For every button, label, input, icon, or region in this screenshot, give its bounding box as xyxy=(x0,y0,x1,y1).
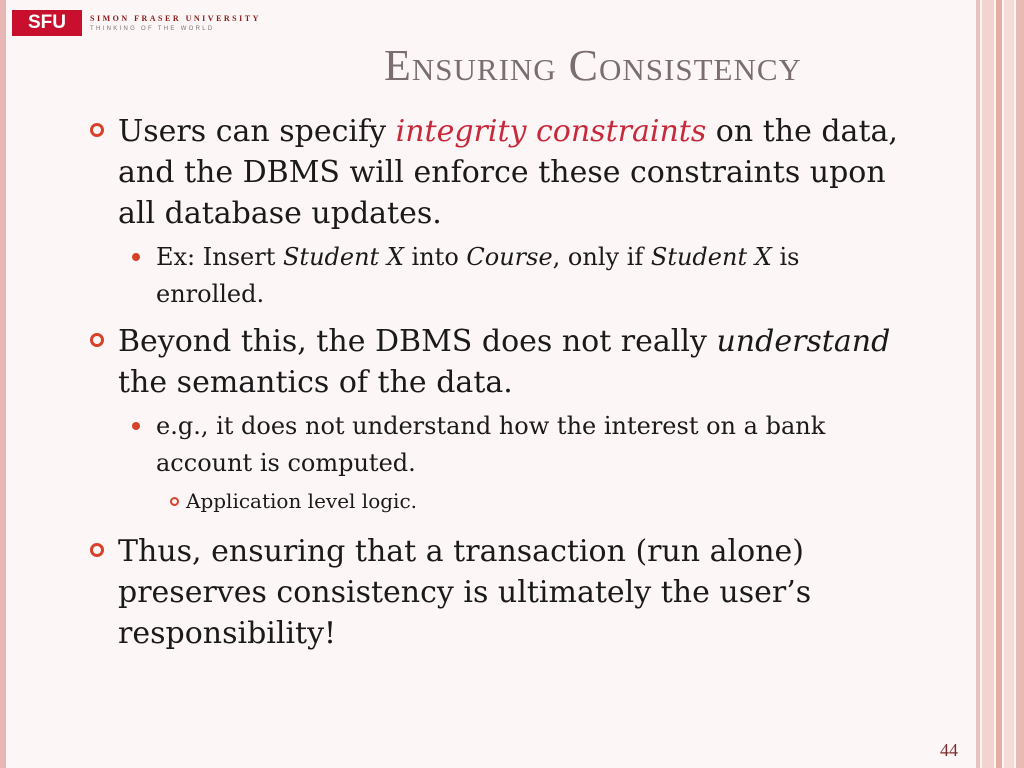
bullet3-line1: Thus, ensuring that a transaction (run alone) xyxy=(118,534,804,569)
university-name: SIMON FRASER UNIVERSITY xyxy=(90,13,261,23)
left-border xyxy=(0,0,6,768)
bullet2-subsub-line: Application level logic. xyxy=(186,489,417,513)
sfu-logo-mark: SFU xyxy=(12,10,82,36)
text-run: on the data, xyxy=(706,114,898,149)
right-decorative-stripes xyxy=(976,0,1024,768)
bullet2-line2: the semantics of the data. xyxy=(118,365,513,400)
bullet-dot-icon xyxy=(132,253,140,261)
bullet3-line2: preserves consistency is ultimately the user’s xyxy=(118,575,812,610)
text-run: into xyxy=(403,243,467,271)
bullet2-sub-line1: e.g., it does not understand how the interest on a bank xyxy=(156,412,826,440)
bullet2-line1 xyxy=(118,321,890,362)
bullet2-sub-line2: account is computed. xyxy=(156,449,416,477)
emphasis-understand: understand xyxy=(716,324,891,359)
bullet1-line1 xyxy=(118,111,898,152)
emphasis-student-x: Student X xyxy=(282,243,404,271)
bullet-ring-small-icon xyxy=(170,497,179,506)
bullet1-line3: all database updates. xyxy=(118,196,442,231)
stripe xyxy=(982,0,994,768)
page-number: 44 xyxy=(940,740,958,760)
bullet-dot-icon xyxy=(132,422,140,430)
bullet-ring-icon xyxy=(90,333,104,347)
university-tagline: THINKING OF THE WORLD xyxy=(90,25,215,32)
bullet1-sub-line2: enrolled. xyxy=(156,280,265,308)
sfu-logo-text xyxy=(90,15,261,32)
text-run: , only if xyxy=(552,243,651,271)
emphasis-student-x: Student X xyxy=(650,243,772,271)
bullet1-sub-line1 xyxy=(156,239,799,276)
stripe xyxy=(1004,0,1014,768)
stripe xyxy=(996,0,1002,768)
stripe xyxy=(1016,0,1024,768)
text-run: is xyxy=(771,243,800,271)
text-run: Users can specify xyxy=(118,114,396,149)
emphasis-integrity-constraints: integrity constraints xyxy=(395,114,707,149)
bullet-ring-icon xyxy=(90,123,104,137)
slide-title: Ensuring Consistency xyxy=(384,41,802,90)
text-run: Ex: Insert xyxy=(156,243,283,271)
bullet-ring-icon xyxy=(90,543,104,557)
bullet3-line3: responsibility! xyxy=(118,616,337,651)
text-run: Beyond this, the DBMS does not really xyxy=(118,324,717,359)
stripe xyxy=(976,0,980,768)
sfu-logo xyxy=(12,10,261,36)
emphasis-course: Course xyxy=(466,243,553,271)
bullet1-line2: and the DBMS will enforce these constraints upon xyxy=(118,155,886,190)
